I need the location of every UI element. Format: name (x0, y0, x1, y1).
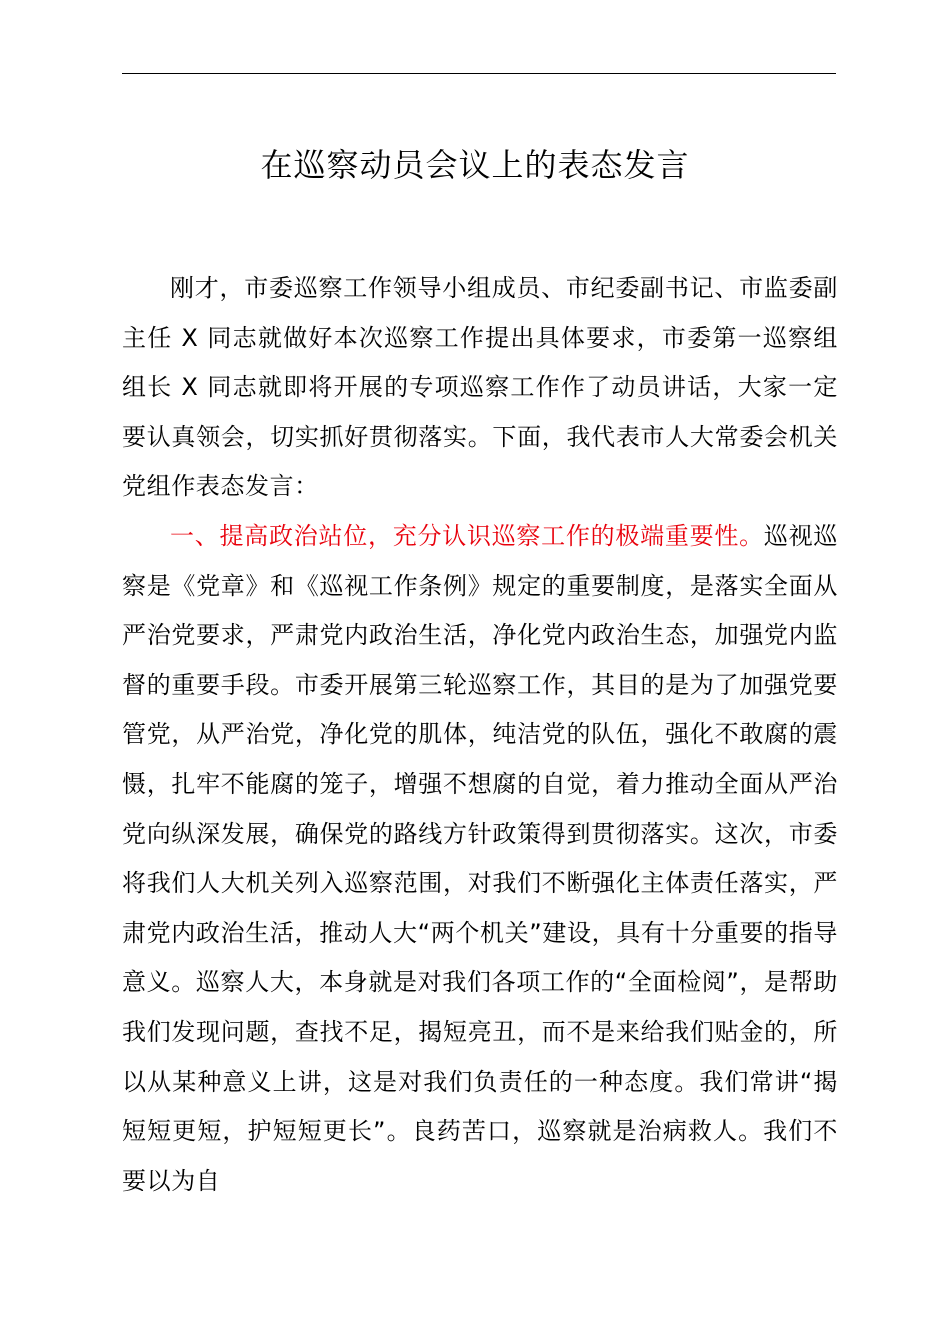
document-body (122, 264, 838, 1206)
intro-paragraph: 刚才，市委巡察工作领导小组成员、市纪委副书记、市监委副主任 X 同志就做好本次巡察工作提出具体要求，市委第一巡察组组长 X 同志就即将开展的专项巡察工作作了动员讲话，大家一定要认真领会，切实抓好贯彻落实。下面，我代表市人大常委会机关党组作表态发言： (122, 274, 838, 501)
section-1-heading: 一、提高政治站位，充分认识巡察工作的极端重要性。 (170, 521, 764, 550)
section-1-paragraph (122, 512, 838, 1206)
header-rule (122, 73, 836, 74)
section-1-body: 巡视巡察是《党章》和《巡视工作条例》规定的重要制度，是落实全面从严治党要求，严肃党内政治生活，净化党内政治生态，加强党内监督的重要手段。市委开展第三轮巡察工作，其目的是为了加强党要管党，从严治党，净化党的肌体，纯洁党的队伍，强化不敢腐的震慑，扎牢不能腐的笼子，增强不想腐的自觉，着力推动全面从严治党向纵深发展，确保党的路线方针政策得到贯彻落实。这次，市委将我们人大机关列入巡察范围，对我们不断强化主体责任落实，严肃党内政治生活，推动人大“两个机关”建设，具有十分重要的指导意义。巡察人大，本身就是对我们各项工作的“全面检阅”，是帮助我们发现问题，查找不足，揭短亮丑，而不是来给我们贴金的，所以从某种意义上讲，这是对我们负责任的一种态度。我们常讲“揭短短更短，护短短更长”。良药苦口，巡察就是治病救人。我们不要以为自 (122, 521, 838, 1195)
document-title: 在巡察动员会议上的表态发言 (260, 146, 690, 184)
